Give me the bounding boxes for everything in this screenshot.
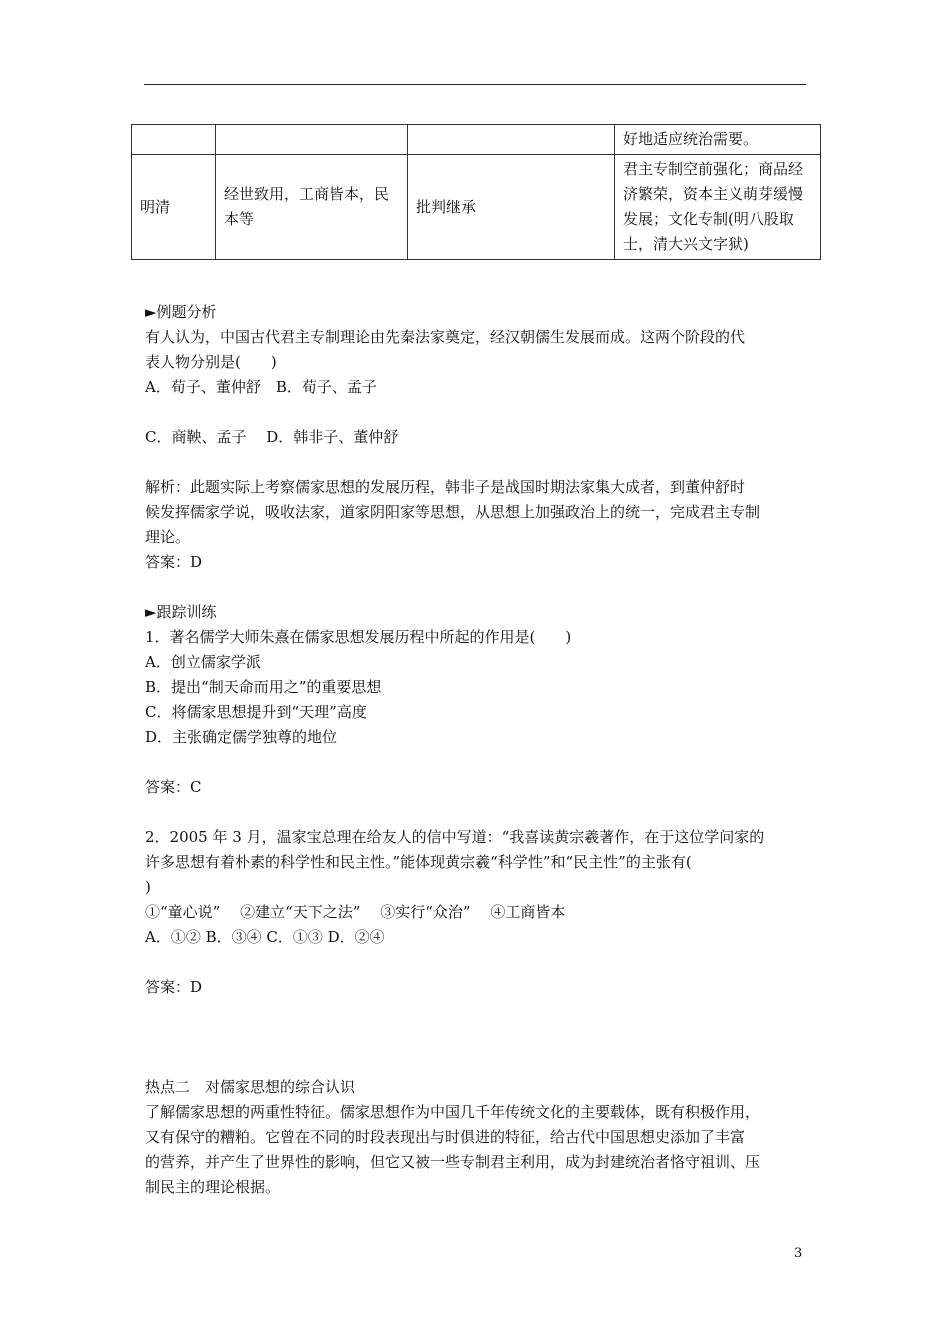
hotspot-heading: 热点二 对儒家思想的综合认识	[145, 1078, 356, 1096]
example-analysis: 候发挥儒家学说，吸收法家，道家阴阳家等思想，从思想上加强政治上的统一，完成君主专制	[145, 503, 761, 521]
history-table	[131, 124, 821, 260]
example-question: 表人物分别是( )	[145, 353, 277, 371]
question-2-stem: 许多思想有着朴素的科学性和民主性。”能体现黄宗羲“科学性”和“民主性”的主张有(	[145, 853, 692, 871]
table-cell-period	[132, 125, 216, 155]
question-1-option: C．将儒家思想提升到“天理”高度	[145, 703, 367, 721]
example-answer: 答案：D	[145, 553, 203, 571]
table-cell-attitude	[408, 125, 615, 155]
header-rule	[144, 84, 806, 85]
example-analysis: 解析：此题实际上考察儒家思想的发展历程，韩非子是战国时期法家集大成者，到董仲舒时	[145, 478, 746, 496]
practice-heading: ►跟踪训练	[145, 603, 217, 621]
question-1-stem: 1．著名儒学大师朱熹在儒家思想发展历程中所起的作用是( )	[145, 628, 572, 646]
question-2-stem: )	[145, 878, 151, 896]
table-row	[132, 155, 821, 260]
example-options: C．商鞅、孟子 D．韩非子、董仲舒	[145, 428, 399, 446]
table-cell-thought: 经世致用，工商皆本，民本等	[216, 155, 408, 260]
page-number: 3	[794, 1246, 803, 1261]
example-heading: ►例题分析	[145, 303, 217, 321]
hotspot-paragraph: 的营养，并产生了世界性的影响，但它又被一些专制君主利用，成为封建统治者恪守祖训、压	[145, 1153, 761, 1171]
question-2-items: ①“童心说” ②建立“天下之法” ③实行“众治” ④工商皆本	[145, 903, 566, 921]
table-cell-thought	[216, 125, 408, 155]
hotspot-paragraph: 了解儒家思想的两重性特征。儒家思想作为中国几千年传统文化的主要载体，既有积极作用，	[145, 1103, 761, 1121]
table-row	[132, 125, 821, 155]
page-content	[145, 300, 810, 1200]
table-cell-period: 明清	[132, 155, 216, 260]
hotspot-paragraph: 制民主的理论根据。	[145, 1178, 281, 1196]
table-cell-background: 好地适应统治需要。	[615, 125, 821, 155]
example-question: 有人认为，中国古代君主专制理论由先秦法家奠定，经汉朝儒生发展而成。这两个阶段的代	[145, 328, 746, 346]
question-1-option: B．提出“制天命而用之”的重要思想	[145, 678, 382, 696]
example-options: A．荀子、董仲舒 B．荀子、孟子	[145, 378, 377, 396]
example-analysis: 理论。	[145, 528, 191, 546]
question-2-answer: 答案：D	[145, 978, 203, 996]
hotspot-paragraph: 又有保守的糟粕。它曾在不同的时段表现出与时俱进的特征，给古代中国思想史添加了丰富	[145, 1128, 746, 1146]
question-2-options: A．①② B．③④ C．①③ D．②④	[145, 928, 385, 946]
question-2-stem: 2．2005 年 3 月，温家宝总理在给友人的信中写道：“我喜读黄宗羲著作，在于这位学问家的	[145, 828, 765, 846]
table-cell-background: 君主专制空前强化；商品经济繁荣，资本主义萌芽缓慢发展；文化专制(明八股取士，清大兴文字狱)	[615, 155, 821, 260]
question-1-option: D．主张确定儒学独尊的地位	[145, 728, 338, 746]
question-1-answer: 答案：C	[145, 778, 202, 796]
question-1-option: A．创立儒家学派	[145, 653, 261, 671]
table-cell-attitude: 批判继承	[408, 155, 615, 260]
